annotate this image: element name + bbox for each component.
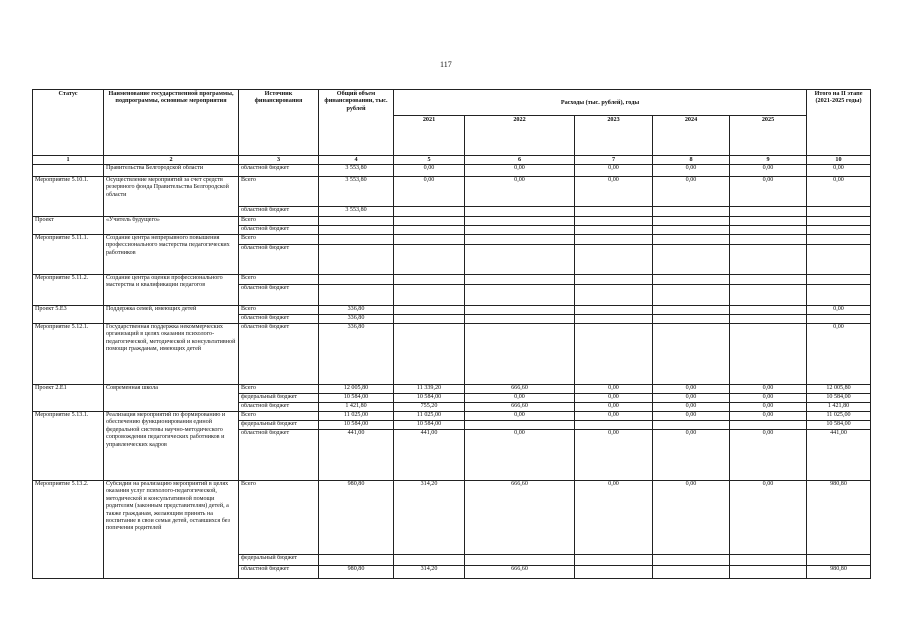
cell-2024: 0,00 [653,403,730,412]
header-year: 2021 [394,116,465,156]
table-row [33,165,871,177]
cell-status: Мероприятие 5.13.1. [33,412,104,481]
header-status: Статус [33,90,104,156]
cell-source: Всего [239,412,319,421]
cell-final: 441,00 [807,430,871,481]
cell-source: областной бюджет [239,324,319,385]
cell-total: 336,80 [319,324,394,385]
column-number-row [33,156,871,165]
table-row [33,275,871,285]
cell-name: Реализация мероприятий по формированию и обеспечению функционирования единой федеральной системы научно-методического сопровождения педагогических работников и управленческих кадров [104,412,239,481]
cell-name: Осуществление мероприятий за счет средств резервного фонда Правительства Белгородской области [104,177,239,217]
table-row [33,306,871,315]
cell-2025: 0,00 [730,481,807,555]
cell-source: Всего [239,235,319,245]
cell-2024: 0,00 [653,385,730,394]
cell-total: 3 553,80 [319,165,394,177]
cell-name: Создание центра непрерывного повышения профессионального мастерства педагогических работников [104,235,239,275]
cell-2025: 0,00 [730,177,807,207]
cell-status: Мероприятие 5.10.1. [33,177,104,217]
cell-2024: 0,00 [653,481,730,555]
header-final: Итого на II этапе (2021-2025 годы) [807,90,871,156]
cell-2022: 0,00 [465,430,575,481]
cell-source: Всего [239,275,319,285]
cell-2024: 0,00 [653,177,730,207]
cell-total: 336,80 [319,315,394,324]
cell-status: Мероприятие 5.11.2. [33,275,104,306]
cell-final: 0,00 [807,165,871,177]
cell-2023: 0,00 [575,430,653,481]
cell-2025: 0,00 [730,165,807,177]
cell-source: федеральный бюджет [239,394,319,403]
col-number: 8 [653,156,730,165]
cell-final: 0,00 [807,306,871,315]
cell-status: Проект 2.Е1 [33,385,104,412]
cell-source: Всего [239,481,319,555]
table-row [33,412,871,421]
cell-2024: 0,00 [653,430,730,481]
cell-total: 1 421,80 [319,403,394,412]
table-row [33,324,871,385]
cell-source: Всего [239,217,319,226]
cell-final: 0,00 [807,177,871,207]
cell-2021: 11 339,20 [394,385,465,394]
cell-source: областной бюджет [239,403,319,412]
cell-2021: 11 025,00 [394,412,465,421]
table-row [33,235,871,245]
cell-2025: 0,00 [730,403,807,412]
col-number: 4 [319,156,394,165]
cell-total: 11 025,00 [319,412,394,421]
cell-final: 980,80 [807,481,871,555]
cell-2025: 0,00 [730,412,807,421]
cell-source: областной бюджет [239,315,319,324]
header-total: Общий объем финансировании, тыс. рублей [319,90,394,156]
cell-2022: 0,00 [465,177,575,207]
cell-total: 3 553,80 [319,177,394,207]
cell-final: 980,80 [807,566,871,579]
cell-source: областной бюджет [239,226,319,235]
cell-final: 11 025,00 [807,412,871,421]
cell-name: Современная школа [104,385,239,412]
table-row [33,217,871,226]
cell-source: областной бюджет [239,430,319,481]
cell-2025: 0,00 [730,394,807,403]
cell-total: 3 553,80 [319,207,394,217]
cell-name: Создание центра оценки профессионального мастерства и квалификации педагогов [104,275,239,306]
cell-2021: 441,00 [394,430,465,481]
cell-2022: 0,00 [465,165,575,177]
header-year: 2025 [730,116,807,156]
cell-total: 12 005,80 [319,385,394,394]
cell-2024: 0,00 [653,394,730,403]
cell-final: 12 005,80 [807,385,871,394]
cell-source: областной бюджет [239,245,319,275]
cell-status: Мероприятие 5.11.1. [33,235,104,275]
col-number: 5 [394,156,465,165]
cell-total: 980,80 [319,566,394,579]
cell-total: 336,80 [319,306,394,315]
cell-2023: 0,00 [575,481,653,555]
col-number: 7 [575,156,653,165]
header-year: 2022 [465,116,575,156]
cell-2023: 0,00 [575,385,653,394]
cell-2022: 666,60 [465,385,575,394]
cell-2021: 314,20 [394,481,465,555]
cell-status [33,165,104,177]
cell-2025: 0,00 [730,430,807,481]
cell-2023: 0,00 [575,412,653,421]
cell-2024: 0,00 [653,165,730,177]
cell-2022: 0,00 [465,412,575,421]
cell-2021: 755,20 [394,403,465,412]
cell-source: Всего [239,177,319,207]
header-year: 2024 [653,116,730,156]
header-row [33,90,871,116]
cell-status: Проект 5.Е3 [33,306,104,324]
cell-2025: 0,00 [730,385,807,394]
cell-2023: 0,00 [575,394,653,403]
cell-source: областной бюджет [239,285,319,306]
col-number: 3 [239,156,319,165]
cell-source: Всего [239,385,319,394]
cell-final: 10 584,00 [807,394,871,403]
header-expenses: Расходы (тыс. рублей), годы [394,90,807,116]
cell-2022: 666,60 [465,566,575,579]
cell-name: «Учитель будущего» [104,217,239,235]
cell-2021: 10 584,00 [394,421,465,430]
col-number: 10 [807,156,871,165]
table-row [33,385,871,394]
cell-2021: 0,00 [394,165,465,177]
cell-total: 441,00 [319,430,394,481]
cell-2021: 10 584,00 [394,394,465,403]
cell-total: 10 584,00 [319,421,394,430]
cell-final: 1 421,80 [807,403,871,412]
cell-2023: 0,00 [575,165,653,177]
cell-final: 10 584,00 [807,421,871,430]
cell-status: Мероприятие 5.12.1. [33,324,104,385]
header-year: 2023 [575,116,653,156]
cell-source: Всего [239,306,319,315]
cell-2022: 0,00 [465,394,575,403]
table-row [33,177,871,207]
col-number: 1 [33,156,104,165]
page-number: 117 [440,60,452,69]
cell-2023: 0,00 [575,177,653,207]
cell-2022: 666,60 [465,481,575,555]
col-number: 6 [465,156,575,165]
cell-source: областной бюджет [239,566,319,579]
cell-2022: 666,60 [465,403,575,412]
cell-2021: 314,20 [394,566,465,579]
cell-name: Поддержка семей, имеющих детей [104,306,239,324]
cell-name: Правительства Белгородской области [104,165,239,177]
cell-source: федеральный бюджет [239,555,319,566]
cell-final: 0,00 [807,324,871,385]
col-number: 2 [104,156,239,165]
cell-2023: 0,00 [575,403,653,412]
cell-total: 980,80 [319,481,394,555]
cell-status: Мероприятие 5.13.2. [33,481,104,579]
cell-total: 10 584,00 [319,394,394,403]
cell-2024: 0,00 [653,412,730,421]
cell-name: Субсидии на реализацию мероприятий в целях оказания услуг психолого-педагогической, методической и консультативной помощи родителям (законным представителям) детей, а также гражданам, желающим принять на воспитание в свои семьи детей, оставшихся без попечения родителей [104,481,239,579]
cell-name: Государственная поддержка некоммерческих организаций в целях оказания психолого-педагогической, методической и консультативной помощи гражданам, имеющих детей [104,324,239,385]
cell-source: областной бюджет [239,207,319,217]
header-source: Источник финансирования [239,90,319,156]
cell-2021: 0,00 [394,177,465,207]
cell-status: Проект [33,217,104,235]
budget-table [32,89,871,579]
table-row [33,481,871,555]
cell-source: областной бюджет [239,165,319,177]
cell-source: федеральный бюджет [239,421,319,430]
header-name: Наименование государственной программы, подпрограммы, основные мероприятия [104,90,239,156]
col-number: 9 [730,156,807,165]
